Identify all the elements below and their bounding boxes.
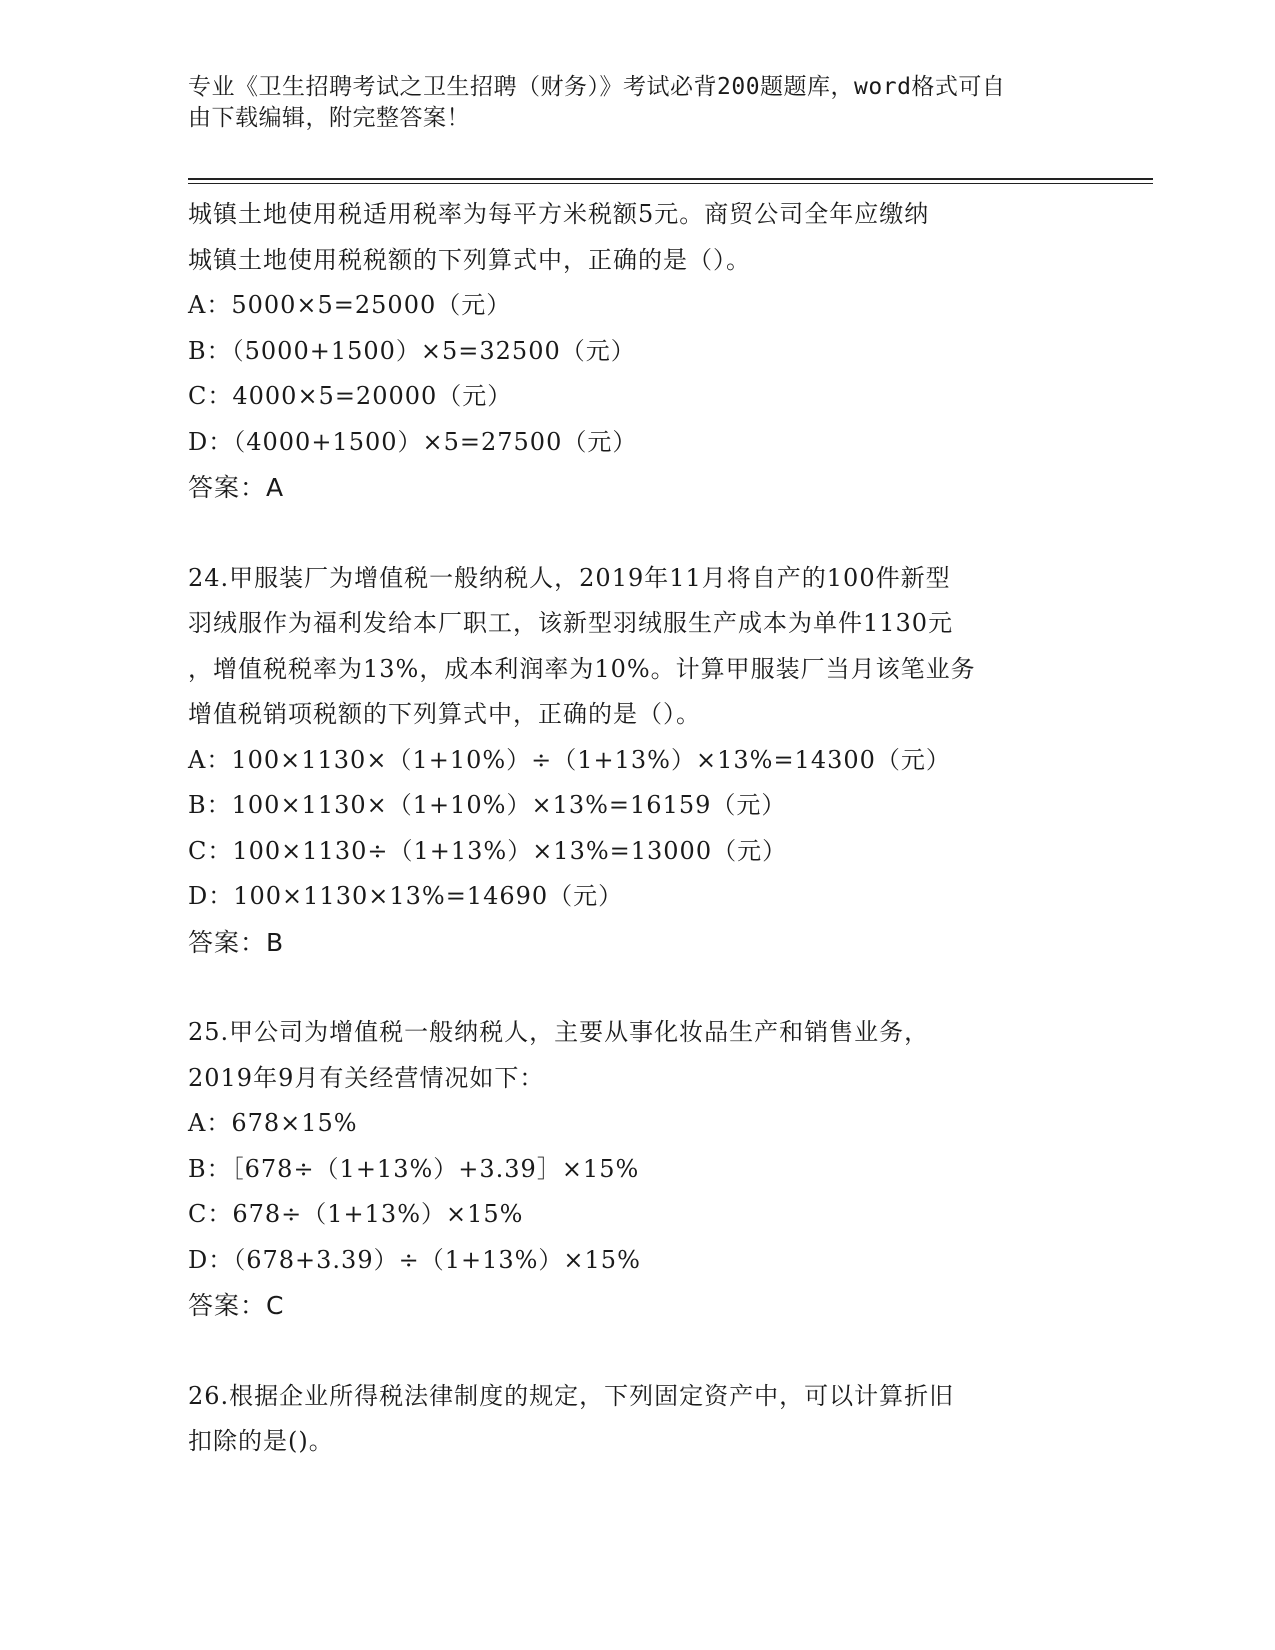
answer: 答案：B <box>188 927 285 957</box>
question-text: ，增值税税率为13%，成本利润率为10%。计算甲服装厂当月该笔业务 <box>188 654 976 683</box>
option-d: D：（678+3.39）÷（1+13%）×15% <box>188 1245 641 1274</box>
option-d: D：（4000+1500）×5=27500（元） <box>188 427 638 456</box>
option-b: B：100×1130×（1+10%）×13%=16159（元） <box>188 791 787 819</box>
question-25 <box>188 1010 1088 1329</box>
question-23 <box>188 192 1088 511</box>
question-text: 羽绒服作为福利发给本厂职工，该新型羽绒服生产成本为单件1130元 <box>188 609 954 637</box>
header-divider-thick <box>188 178 1153 180</box>
answer: 答案：C <box>188 1291 285 1320</box>
question-26 <box>188 1374 1088 1465</box>
question-text: 城镇土地使用税税额的下列算式中，正确的是（）。 <box>188 245 751 274</box>
question-text: 城镇土地使用税适用税率为每平方米税额5元。商贸公司全年应缴纳 <box>188 200 930 228</box>
question-text: 增值税销项税额的下列算式中，正确的是（）。 <box>188 700 701 728</box>
document-header <box>188 72 1088 134</box>
question-24 <box>188 556 1088 966</box>
option-a: A：5000×5=25000（元） <box>188 291 512 319</box>
question-text: 24.甲服装厂为增值税一般纳税人，2019年11月将自产的100件新型 <box>188 563 951 592</box>
header-line-1: 专业《卫生招聘考试之卫生招聘（财务）》考试必背200题题库，word格式可自 <box>188 74 1006 100</box>
question-text: 26.根据企业所得税法律制度的规定，下列固定资产中，可以计算折旧 <box>188 1381 955 1410</box>
option-a: A：678×15% <box>188 1109 358 1137</box>
option-b: B：（5000+1500）×5=32500（元） <box>188 336 636 365</box>
question-text: 扣除的是()。 <box>188 1427 334 1455</box>
question-text: 2019年9月有关经营情况如下： <box>188 1063 545 1092</box>
answer: 答案：A <box>188 473 285 502</box>
option-c: C：100×1130÷（1+13%）×13%=13000（元） <box>188 836 788 865</box>
header-divider-thin <box>188 183 1153 184</box>
option-b: B：［678÷（1+13%）+3.39］×15% <box>188 1154 640 1183</box>
option-c: C：678÷（1+13%）×15% <box>188 1200 524 1228</box>
option-c: C：4000×5=20000（元） <box>188 382 513 410</box>
question-list <box>188 192 1088 1465</box>
question-text: 25.甲公司为增值税一般纳税人，主要从事化妆品生产和销售业务， <box>188 1018 930 1046</box>
option-d: D：100×1130×13%=14690（元） <box>188 882 624 910</box>
option-a: A：100×1130×（1+10%）÷（1+13%）×13%=14300（元） <box>188 745 951 774</box>
header-line-2: 由下载编辑，附完整答案！ <box>188 105 470 131</box>
